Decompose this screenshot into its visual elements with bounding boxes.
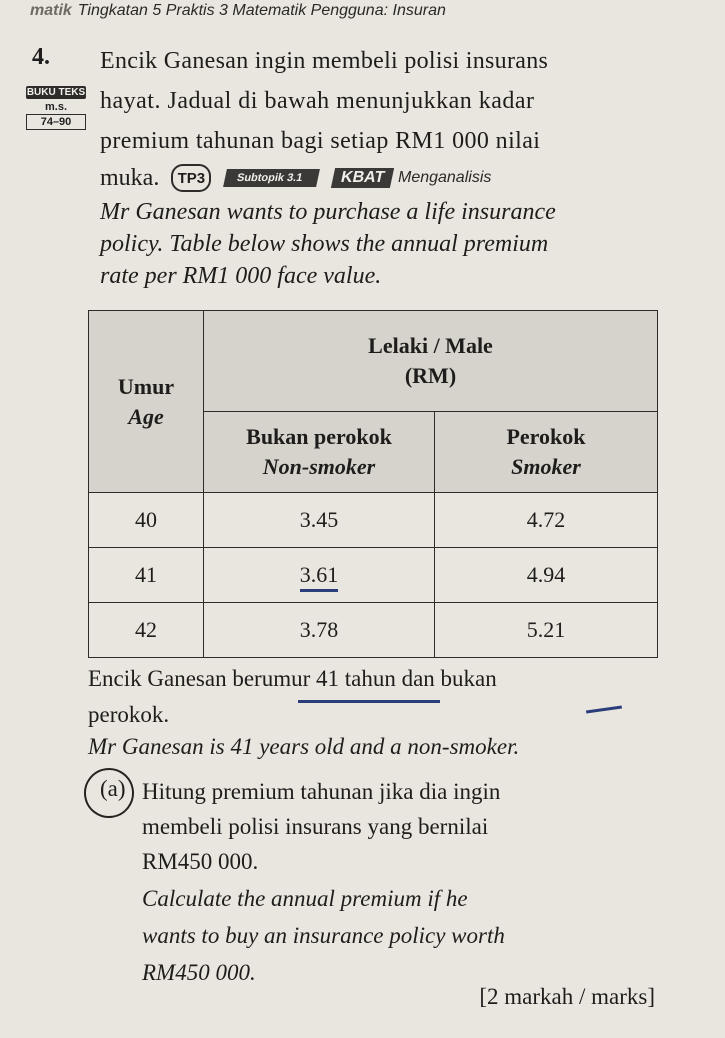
part-a-en xyxy=(142,880,657,991)
question-en-line-3: rate per RM1 000 face value. xyxy=(100,263,382,289)
pen-underline xyxy=(298,700,440,703)
table-row xyxy=(89,493,658,548)
ms-label: m.s. xyxy=(44,101,67,113)
question-ms-line-2: hayat. Jadual di bawah menunjukkan kadar xyxy=(100,88,535,114)
smoker-cell: 4.72 xyxy=(435,493,658,548)
question-ms-last: muka. xyxy=(100,164,160,191)
header-faded-text: matik xyxy=(30,2,72,19)
buku-teks-label: BUKU TEKS xyxy=(26,87,86,98)
part-a-ms-line-3: RM450 000. xyxy=(142,849,259,874)
part-a-ms-line-2: membeli polisi insurans yang bernilai xyxy=(142,814,489,839)
table-row xyxy=(89,548,658,603)
smoker-cell: 4.94 xyxy=(435,548,658,603)
part-a-ms-line-1: Hitung premium tahunan jika dia ingin xyxy=(142,779,501,804)
textbook-reference-tag xyxy=(26,86,86,130)
non-smoker-ms: Bukan perokok xyxy=(246,424,392,449)
page-header xyxy=(30,2,720,20)
question-en xyxy=(100,196,680,292)
highlighted-rate: 3.61 xyxy=(300,562,339,592)
age-header-en: Age xyxy=(128,403,164,429)
marks-label: [2 markah / marks] xyxy=(479,984,655,1009)
tp-level-badge: TP3 xyxy=(171,164,211,192)
non-smoker-cell: 3.45 xyxy=(204,493,435,548)
male-header-unit: (RM) xyxy=(404,363,457,388)
age-header xyxy=(89,311,204,493)
table-row xyxy=(89,603,658,658)
question-ms-line-1: Encik Ganesan ingin membeli polisi insurans xyxy=(100,48,549,74)
part-a-en-line-2: wants to buy an insurance policy worth xyxy=(142,923,505,948)
part-a-label: (a) xyxy=(100,776,126,801)
part-a-en-line-1: Calculate the annual premium if he xyxy=(142,886,468,911)
subtopic-tag: Subtopik 3.1 xyxy=(223,169,320,187)
info-ms-line-1: Encik Ganesan berumur 41 tahun dan bukan xyxy=(88,666,497,691)
skill-tag: Menganalisis xyxy=(397,169,492,186)
premium-rate-table xyxy=(88,310,658,658)
question-en-line-1: Mr Ganesan wants to purchase a life insurance xyxy=(100,199,556,225)
question-en-line-2: policy. Table below shows the annual premium xyxy=(100,231,549,257)
male-header-text: Lelaki / Male xyxy=(368,333,493,358)
smoker-ms: Perokok xyxy=(506,424,586,449)
info-ms-line-2: perokok. xyxy=(88,702,170,727)
age-cell: 42 xyxy=(89,603,204,658)
male-group-header xyxy=(204,311,658,412)
question-number: 4. xyxy=(32,44,50,70)
age-cell: 40 xyxy=(89,493,204,548)
non-smoker-en: Non-smoker xyxy=(262,454,376,479)
part-a-en-line-3: RM450 000. xyxy=(142,960,256,985)
non-smoker-header xyxy=(204,412,435,493)
non-smoker-cell xyxy=(204,548,435,603)
smoker-cell: 5.21 xyxy=(435,603,658,658)
age-cell: 41 xyxy=(89,548,204,603)
info-en: Mr Ganesan is 41 years old and a non-smoker. xyxy=(88,734,520,759)
question-ms-line-3: premium tahunan bagi setiap RM1 000 nilai xyxy=(100,128,541,154)
smoker-header xyxy=(435,412,658,493)
age-header-ms: Umur xyxy=(117,373,175,399)
kbat-tag: KBAT xyxy=(331,168,395,188)
non-smoker-cell: 3.78 xyxy=(204,603,435,658)
page-range: 74–90 xyxy=(26,114,86,130)
part-a-ms xyxy=(142,774,657,879)
question-tag-row xyxy=(100,164,491,192)
header-title: Tingkatan 5 Praktis 3 Matematik Pengguna: Insuran xyxy=(77,2,446,19)
smoker-en: Smoker xyxy=(511,454,581,479)
